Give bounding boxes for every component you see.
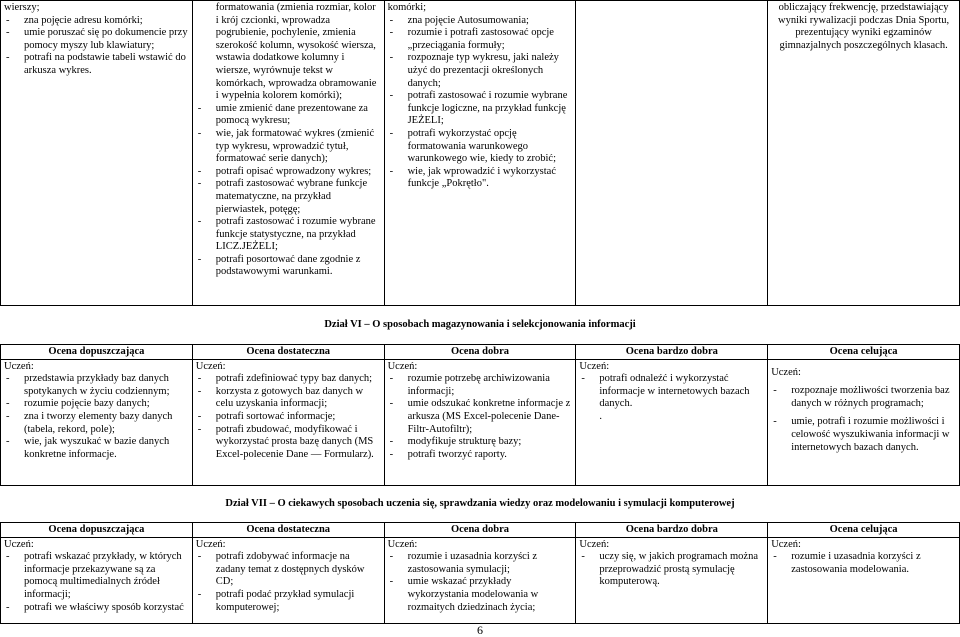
section6-col1 [1,359,193,485]
uczen-label: Uczeń: [387,538,418,550]
list-item: - potrafi zdefiniować typy baz danych; [196,373,381,386]
top-col5 [768,1,960,306]
section7-table [0,522,960,624]
list-item: - potrafi opisać wprowadzony wykres; [196,166,381,179]
uczen-label: Uczeń: [771,366,801,378]
section6-header-dopuszczajaca: Ocena dopuszczająca [1,345,193,360]
list-item: - umie wskazać przykłady wykorzystania modelowania w rozmaitych dziedzinach życia; [388,576,573,614]
list-item: - wie, jak formatować wykres (zmienić typ wykresu, wprowadzić tytuł, formatować serie danych); [196,128,381,166]
list-item: - rozumie i uzasadnia korzyści z zastosowania symulacji; [388,551,573,576]
list-item: - modyfikuje strukturę bazy; [388,436,573,449]
list-item: - zna pojęcie Autosumowania; [388,15,573,28]
section6-col5 [768,359,960,485]
list-item: - korzysta z gotowych baz danych w celu uzyskania informacji; [196,386,381,411]
section6-table [0,344,960,486]
top-col1 [1,1,193,306]
section7-header-bardzo-dobra: Ocena bardzo dobra [576,523,768,538]
section7-header-celujaca: Ocena celująca [768,523,960,538]
uczen-label: Uczeń: [4,360,34,372]
section7-col1 [1,537,193,623]
section6-col2 [192,359,384,485]
list-item: - potrafi wykorzystać opcję formatowania warunkowego warunkowego wie, kiedy to zrobić; [388,128,573,166]
list-item: komórki; [387,2,427,13]
list-item: - potrafi sortować informacje; [196,411,381,424]
list-item: - potrafi odnaleźć i wykorzystać informacje w internetowych bazach danych. [579,373,764,411]
section6-title: Dział VI – O sposobach magazynowania i selekcjonowania informacji [324,319,636,330]
section7-col3 [384,537,576,623]
list-item: - rozumie i potrafi zastosować opcje „przeciągania formuły; [388,27,573,52]
section7-header-dostateczna: Ocena dostateczna [192,523,384,538]
page-number: 6 [477,623,483,637]
uczen-label: Uczeń: [579,360,610,372]
list-item: - potrafi zastosować wybrane funkcje matematyczne, na przykład pierwiastek, potęgę; [196,178,381,216]
list-item: - rozumie potrzebę archiwizowania informacji; [388,373,573,398]
section7-col4 [576,537,768,623]
list-item: - rozumie i uzasadnia korzyści z zastosowania modelowania. [771,551,956,576]
uczen-label: Uczeń: [579,538,610,550]
list-item: - umie zmienić dane prezentowane za pomocą wykresu; [196,103,381,128]
list-item: - rozpoznaje typ wykresu, jaki należy użyć do prezentacji określonych danych; [388,52,573,90]
list-item: - potrafi na podstawie tabeli wstawić do arkusza wykres. [4,52,189,77]
top-col2 [192,1,384,306]
list-item: - rozumie pojęcie bazy danych; [4,398,189,411]
list-item: - potrafi tworzyć raporty. [388,449,573,462]
section7-header-dobra: Ocena dobra [384,523,576,538]
list-item: - potrafi zastosować i rozumie wybrane funkcje statystyczne, na przykład LICZ.JEŻELI; [196,216,381,254]
list-item: - wie, jak wprowadzić i wykorzystać funkcje „Pokrętło". [388,166,573,191]
section6-header-dobra: Ocena dobra [384,345,576,360]
section6-col3 [384,359,576,485]
list-item: - wie, jak wyszukać w bazie danych konkretne informacje. [4,436,189,461]
list-item: wierszy; [4,2,40,13]
top-table [0,0,960,306]
uczen-label: Uczeń: [4,538,34,550]
section7-title: Dział VII – O ciekawych sposobach uczenia się, sprawdzania wiedzy oraz modelowaniu i symulacji komputerowej [225,498,735,509]
section7-col5 [768,537,960,623]
list-item: - rozpoznaje możliwości tworzenia baz danych w różnych programach; [771,385,956,410]
uczen-label: Uczeń: [387,360,418,372]
list-item: - potrafi zastosować i rozumie wybrane funkcje logiczne, na przykład funkcję JEŻELI; [388,90,573,128]
section6-header-bardzo-dobra: Ocena bardzo dobra [576,345,768,360]
uczen-label: Uczeń: [195,538,226,550]
list-item: - potrafi podać przykład symulacji komputerowej; [196,589,381,614]
section7-col2 [192,537,384,623]
list-item: - potrafi zbudować, modyfikować i wykorzystać prosta bazę danych (MS Excel-polecenie Dane — Formularz). [196,424,381,462]
list-item: - zna pojęcie adresu komórki; [4,15,189,28]
list-item: . [599,410,603,422]
top-col4 [576,1,768,306]
uczen-label: Uczeń: [195,360,226,372]
list-item: - potrafi posortować dane zgodnie z podstawowymi warunkami. [196,254,381,279]
section6-col4 [576,359,768,485]
top-col5-text: obliczający frekwencję, przedstawiający wyniki rywalizacji podczas Dnia Sportu, prezentujący wyniki egzaminów gimnazjalnych poszczególnych klasach. [778,2,950,51]
list-item: - potrafi zdobywać informacje na zadany temat z dostępnych dysków CD; [196,551,381,589]
section6-header-celujaca: Ocena celująca [768,345,960,360]
list-item: - przedstawia przykłady baz danych spotykanych w życiu codziennym; [4,373,189,398]
list-item: - umie poruszać się po dokumencie przy pomocy myszy lub klawiatury; [4,27,189,52]
top-col3 [384,1,576,306]
section7-header-dopuszczajaca: Ocena dopuszczająca [1,523,193,538]
list-item: formatowania (zmienia rozmiar, kolor i krój czcionki, wprowadza pogrubienie, pochylenie, zmienia szerokość kolumn, wysokość wiersza, wstawia dodatkowe kolumny i wiersze, wyrównuje tekst w komórkach, wprowadza obramowanie i wypełnia kolorem komórki); [215,2,377,102]
list-item: - zna i tworzy elementy bazy danych (tabela, rekord, pole); [4,411,189,436]
list-item: - potrafi wskazać przykłady, w których informacje przekazywane są za pomocą multimedialnych źródeł informacji; [4,551,189,601]
uczen-label: Uczeń: [771,538,801,550]
list-item: - umie odszukać konkretne informacje z arkusza (MS Excel-polecenie Dane-Filtr-Autofiltr); [388,398,573,436]
section6-header-dostateczna: Ocena dostateczna [192,345,384,360]
list-item: - umie, potrafi i rozumie możliwości i celowość wyszukiwania informacji w internetowych bazach danych. [771,416,956,454]
list-item: - potrafi we właściwy sposób korzystać [4,602,189,615]
list-item: - uczy się, w jakich programach można przeprowadzić prostą symulację komputerową. [579,551,764,589]
